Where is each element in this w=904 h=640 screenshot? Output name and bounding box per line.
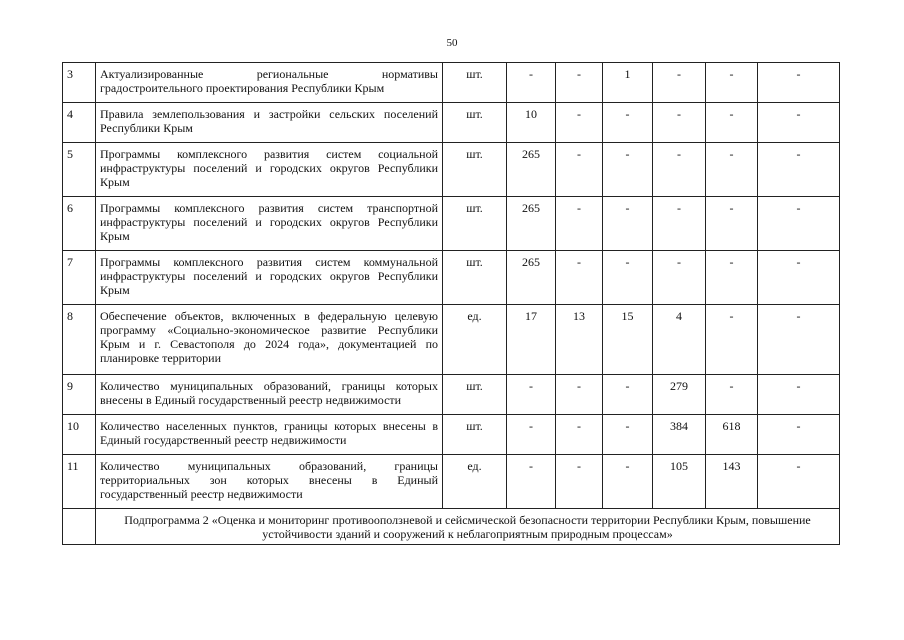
value-cell: - <box>653 251 706 305</box>
value-cell: - <box>603 251 653 305</box>
value-cell: - <box>603 455 653 509</box>
value-cell: - <box>758 415 840 455</box>
value-cell: 618 <box>706 415 758 455</box>
row-number: 7 <box>63 251 96 305</box>
value-cell: 15 <box>603 305 653 375</box>
value-cell: - <box>706 251 758 305</box>
value-cell: - <box>507 63 556 103</box>
indicator-name: Программы комплексного развития систем транспортной инфраструктуры поселений и городских округов Республики Крым <box>96 197 443 251</box>
value-cell: - <box>507 375 556 415</box>
value-cell: - <box>758 143 840 197</box>
row-number: 9 <box>63 375 96 415</box>
value-cell: - <box>706 375 758 415</box>
value-cell: - <box>653 103 706 143</box>
table-row <box>63 197 840 251</box>
unit-cell: шт. <box>443 143 507 197</box>
value-cell: - <box>758 305 840 375</box>
value-cell: 4 <box>653 305 706 375</box>
subprogram-title: Подпрограмма 2 «Оценка и мониторинг противооползневой и сейсмической безопасности территории Республики Крым, повышение устойчивости зданий и сооружений к неблагоприятным природным процессам» <box>96 509 840 545</box>
value-cell: 265 <box>507 143 556 197</box>
row-number: 8 <box>63 305 96 375</box>
value-cell: - <box>758 251 840 305</box>
value-cell: - <box>556 63 603 103</box>
value-cell: - <box>653 63 706 103</box>
value-cell: - <box>556 375 603 415</box>
indicator-name: Программы комплексного развития систем коммунальной инфраструктуры поселений и городских округов Республики Крым <box>96 251 443 305</box>
value-cell: 265 <box>507 197 556 251</box>
value-cell: - <box>706 63 758 103</box>
value-cell: 1 <box>603 63 653 103</box>
value-cell: - <box>556 103 603 143</box>
indicator-name: Программы комплексного развития систем социальной инфраструктуры поселений и городских округов Республики Крым <box>96 143 443 197</box>
unit-cell: шт. <box>443 103 507 143</box>
value-cell: 265 <box>507 251 556 305</box>
row-number: 10 <box>63 415 96 455</box>
unit-cell: ед. <box>443 305 507 375</box>
indicator-name: Количество населенных пунктов, границы которых внесены в Единый государственный реестр недвижимости <box>96 415 443 455</box>
value-cell: - <box>603 197 653 251</box>
indicators-table <box>62 62 840 545</box>
value-cell: 13 <box>556 305 603 375</box>
unit-cell: шт. <box>443 375 507 415</box>
value-cell: - <box>603 103 653 143</box>
value-cell: - <box>758 455 840 509</box>
table-row <box>63 305 840 375</box>
row-number: 3 <box>63 63 96 103</box>
table-row <box>63 63 840 103</box>
table-row <box>63 455 840 509</box>
value-cell: 17 <box>507 305 556 375</box>
value-cell: 10 <box>507 103 556 143</box>
value-cell: - <box>556 251 603 305</box>
value-cell: - <box>706 197 758 251</box>
indicator-name: Правила землепользования и застройки сельских поселений Республики Крым <box>96 103 443 143</box>
unit-cell: шт. <box>443 251 507 305</box>
value-cell: - <box>706 143 758 197</box>
row-number: 5 <box>63 143 96 197</box>
value-cell: - <box>556 197 603 251</box>
page-number: 50 <box>446 37 458 49</box>
value-cell: - <box>653 197 706 251</box>
value-cell: - <box>556 455 603 509</box>
unit-cell: ед. <box>443 455 507 509</box>
indicator-name: Количество муниципальных образований, границы территориальных зон которых внесены в Единый государственный реестр недвижимости <box>96 455 443 509</box>
value-cell: - <box>507 455 556 509</box>
value-cell: - <box>706 103 758 143</box>
value-cell: - <box>603 415 653 455</box>
table-row <box>63 415 840 455</box>
value-cell: - <box>603 375 653 415</box>
indicator-name: Количество муниципальных образований, границы которых внесены в Единый государственный реестр недвижимости <box>96 375 443 415</box>
unit-cell: шт. <box>443 63 507 103</box>
value-cell: - <box>603 143 653 197</box>
value-cell: - <box>556 143 603 197</box>
table-row <box>63 143 840 197</box>
indicator-name: Обеспечение объектов, включенных в федеральную целевую программу «Социально-экономическое развитие Республики Крым и г. Севастополя до 2024 года», документацией по планировке территории <box>96 305 443 375</box>
row-number: 4 <box>63 103 96 143</box>
value-cell: - <box>758 375 840 415</box>
subprogram-num-cell <box>63 509 96 545</box>
unit-cell: шт. <box>443 197 507 251</box>
table-row <box>63 375 840 415</box>
table-row <box>63 251 840 305</box>
subprogram-row <box>63 509 840 545</box>
value-cell: - <box>556 415 603 455</box>
value-cell: - <box>758 103 840 143</box>
value-cell: - <box>706 305 758 375</box>
row-number: 6 <box>63 197 96 251</box>
value-cell: - <box>507 415 556 455</box>
indicator-name: Актуализированные региональные нормативы градостроительного проектирования Республики Крым <box>96 63 443 103</box>
value-cell: 105 <box>653 455 706 509</box>
table-row <box>63 103 840 143</box>
value-cell: 279 <box>653 375 706 415</box>
value-cell: - <box>653 143 706 197</box>
value-cell: 384 <box>653 415 706 455</box>
row-number: 11 <box>63 455 96 509</box>
value-cell: - <box>758 63 840 103</box>
value-cell: 143 <box>706 455 758 509</box>
unit-cell: шт. <box>443 415 507 455</box>
value-cell: - <box>758 197 840 251</box>
